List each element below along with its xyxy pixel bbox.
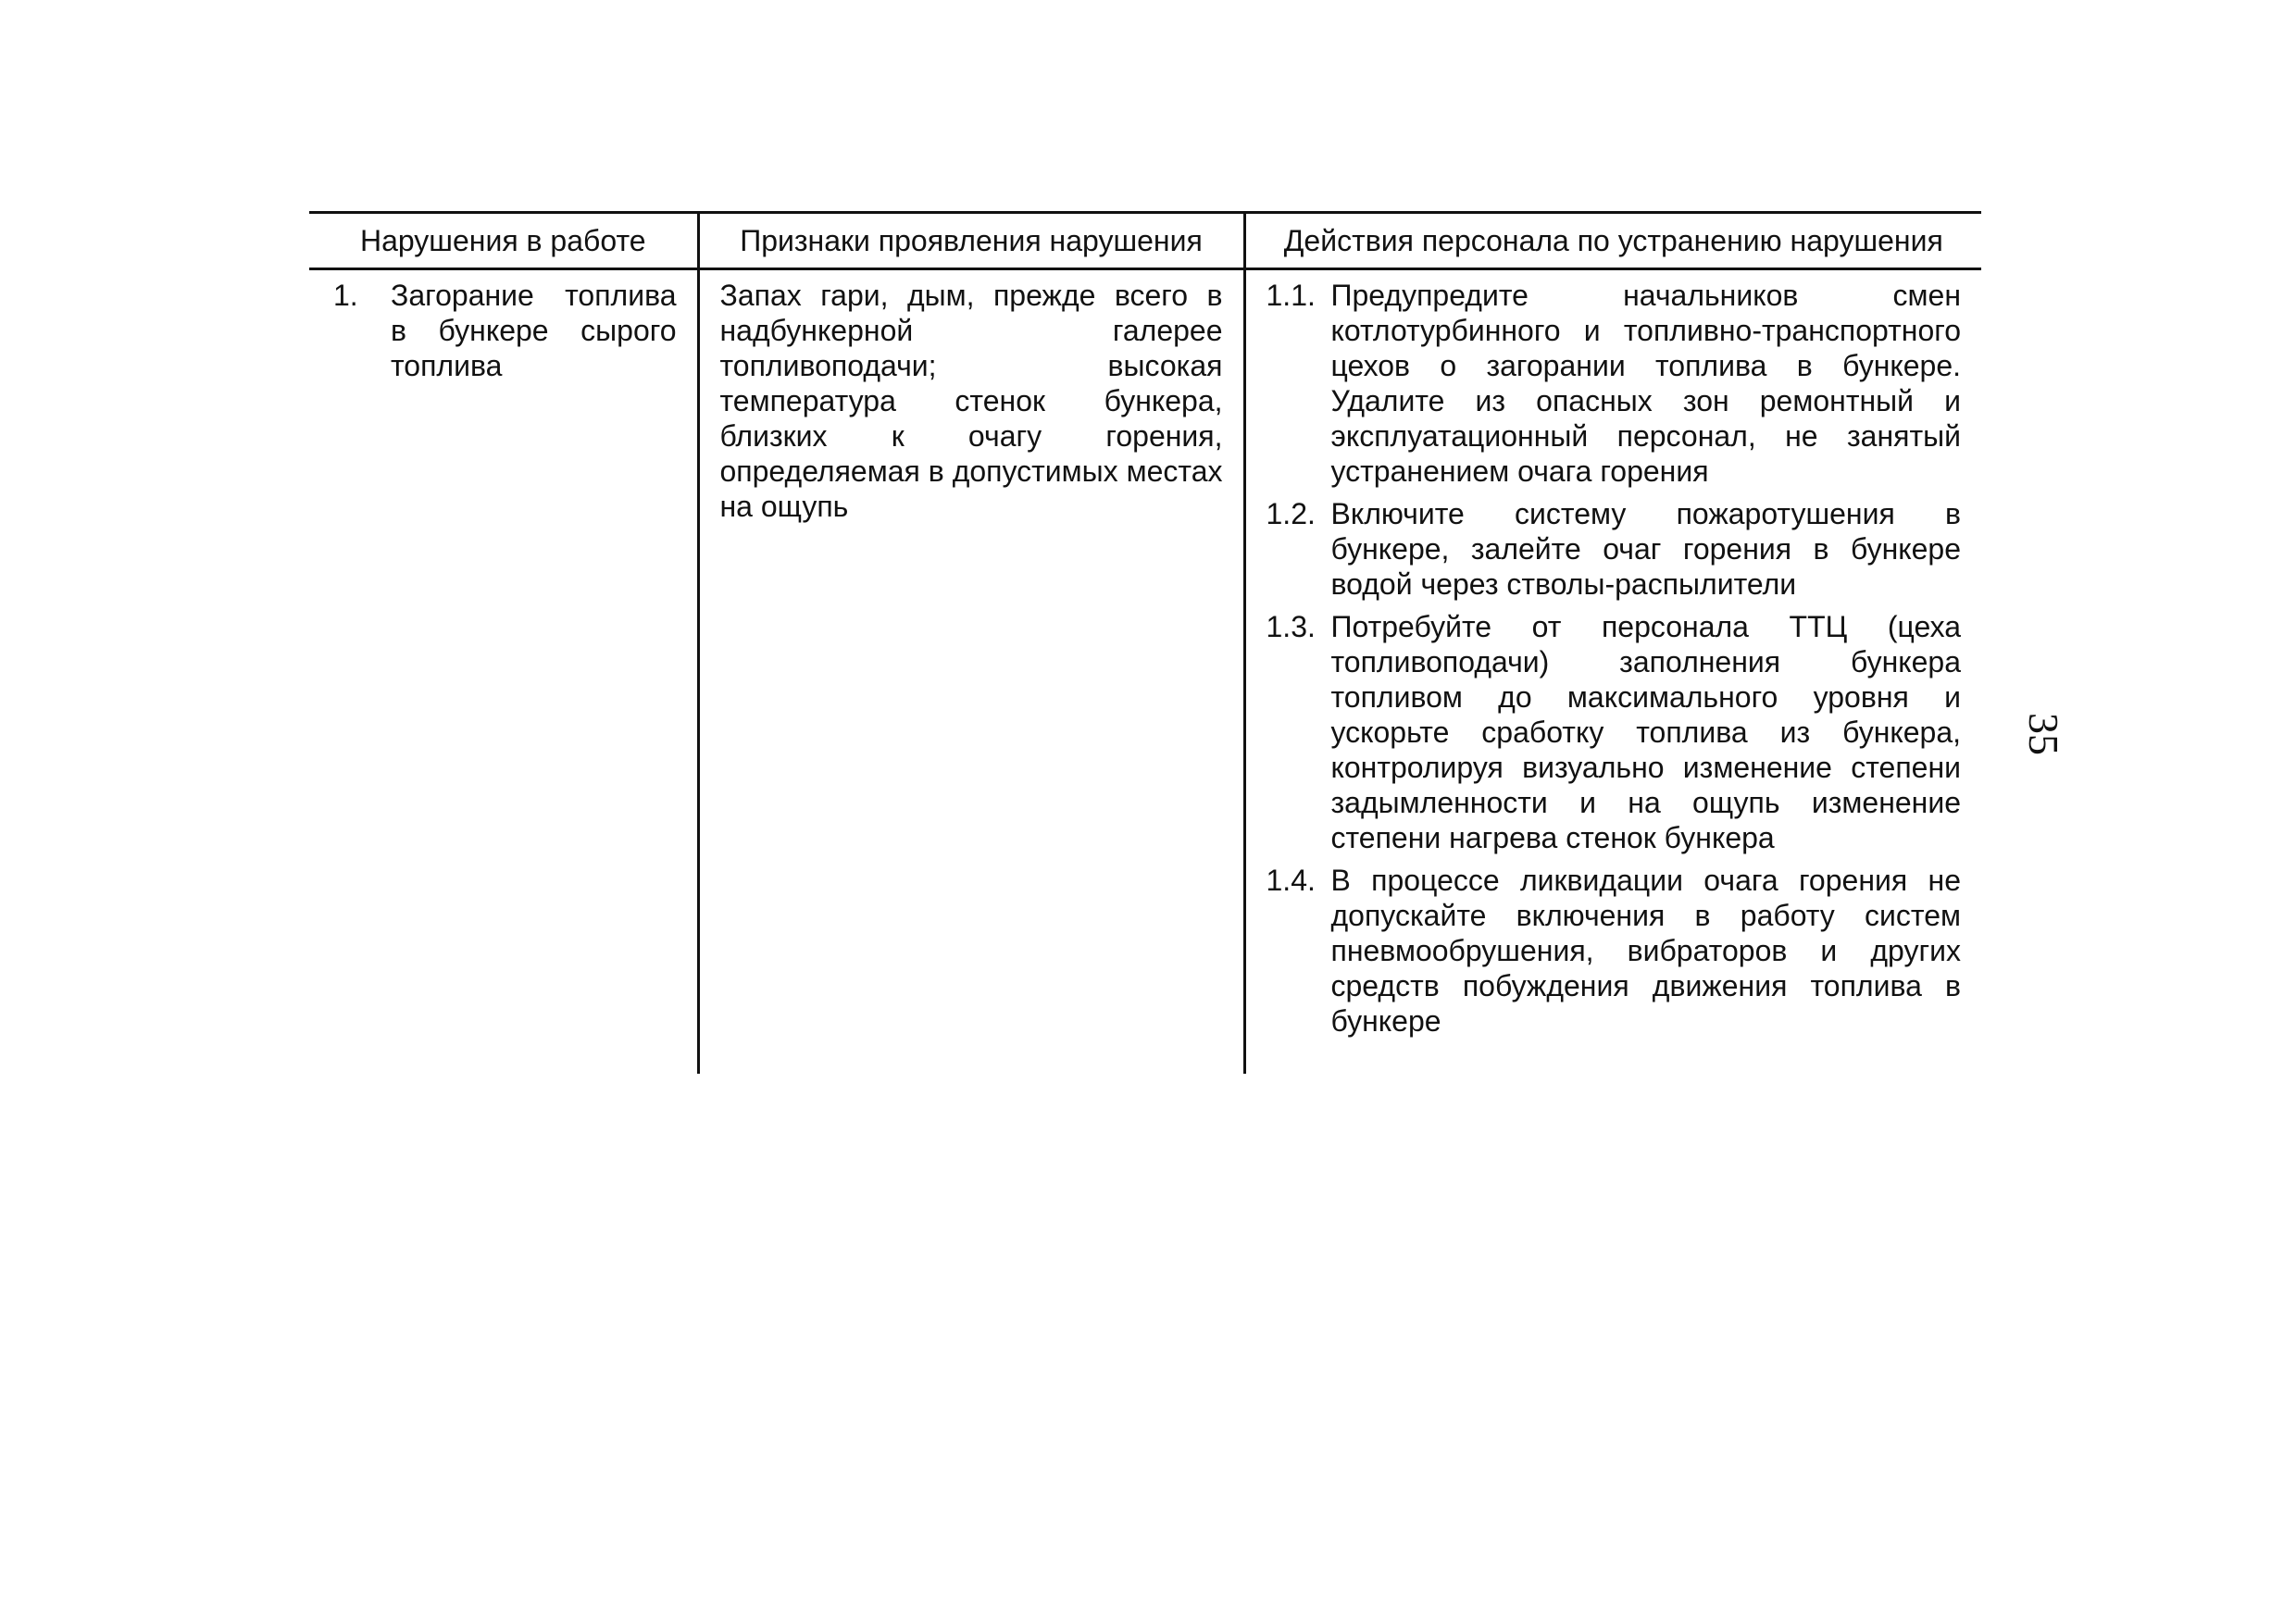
action-item-1-2 — [1267, 496, 1962, 602]
action-item-1-3 — [1267, 609, 1962, 855]
violation-text: Загорание топлива в бункере сырого топлива — [391, 279, 677, 382]
action-text: Потребуйте от персонала ТТЦ (цеха топливоподачи) заполнения бункера топливом до максимального уровня и ускорьте сработку топлива из бункера, контролируя визуально изменение степени задымленности и на ощупь изменение степени нагрева стенок бункера — [1330, 610, 1961, 854]
action-item-1-1 — [1267, 278, 1962, 489]
action-number: 1.3. — [1266, 610, 1316, 643]
action-number: 1.1. — [1266, 279, 1316, 312]
header-actions: Действия персонала по устранению нарушения — [1244, 213, 1981, 269]
action-item-1-4 — [1267, 863, 1962, 1039]
action-text: Включите систему пожаротушения в бункере, залейте очаг горения в бункере водой через стволы-распылители — [1330, 497, 1961, 601]
table-header — [309, 213, 1981, 269]
action-number: 1.2. — [1266, 497, 1316, 530]
signs-cell — [698, 269, 1244, 1075]
table-body — [309, 269, 1981, 1075]
table-row — [309, 269, 1981, 1075]
signs-text: Запах гари, дым, прежде всего в надбункерной галерее топливоподачи; высокая температура стенок бункера, близких к очагу горения, определяемая в допустимых местах на ощупь — [719, 279, 1223, 523]
header-violations: Нарушения в работе — [309, 213, 698, 269]
header-signs: Признаки проявления нарушения — [698, 213, 1244, 269]
actions-cell — [1244, 269, 1981, 1075]
violation-item — [333, 278, 677, 383]
action-text: Предупредите начальников смен котлотурбинного и топливно-транспортного цехов о загорании топлива в бункере. Удалите из опасных зон ремонтный и эксплуатационный персонал, не занятый устранением очага горения — [1330, 279, 1961, 488]
action-number: 1.4. — [1266, 864, 1316, 897]
instruction-table — [309, 211, 1981, 1074]
header-row — [309, 213, 1981, 269]
violation-number: 1. — [333, 279, 358, 312]
action-text: В процессе ликвидации очага горения не допускайте включения в работу систем пневмообрушения, вибраторов и других средств побуждения движения топлива в бункере — [1330, 864, 1961, 1038]
violation-cell — [309, 269, 698, 1075]
page-number: 35 — [2020, 713, 2067, 755]
